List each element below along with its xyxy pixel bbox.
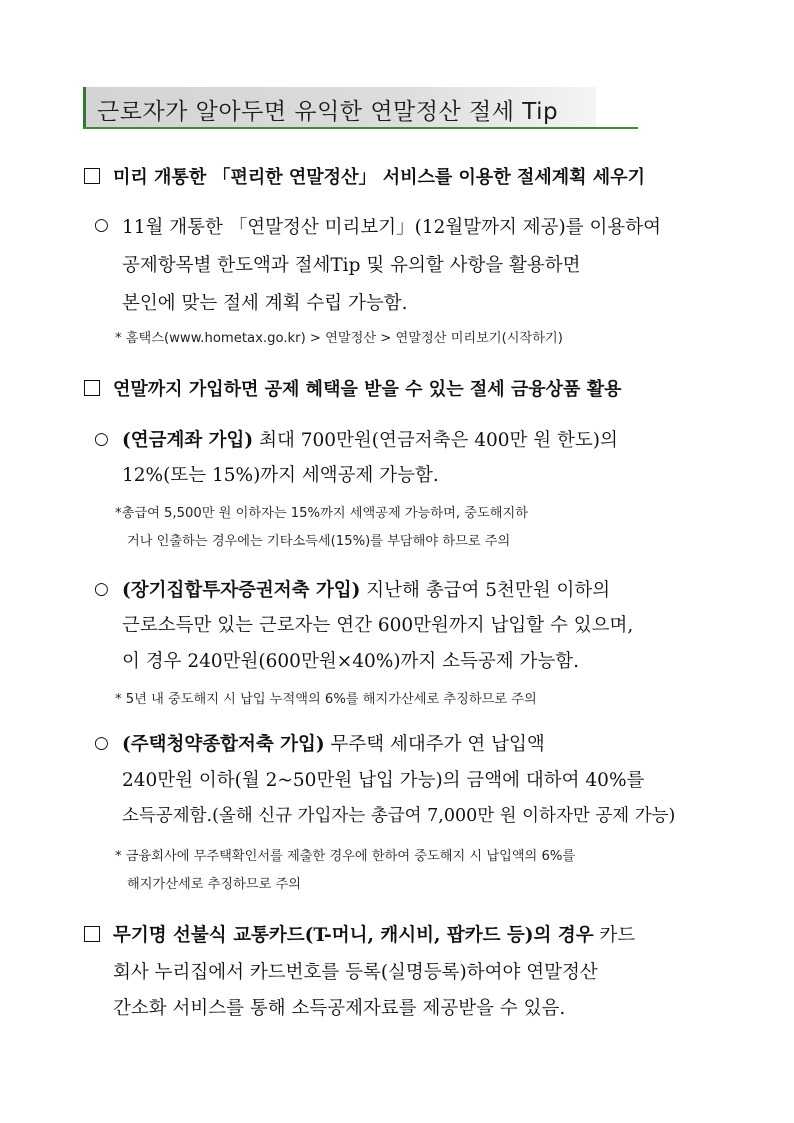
section-2-heading: 연말까지 가입하면 공제 혜택을 받을 수 있는 절세 금융상품 활용 [113, 379, 622, 400]
s2-item3-note-2: 해지가산세로 추징하므로 주의 [127, 877, 301, 892]
s2-item1-line-1 [122, 426, 618, 452]
title-underline [83, 127, 638, 129]
s1-item-line-3: 본인에 맞는 절세 계획 수립 가능함. [122, 293, 408, 314]
circle-bullet-icon: ○ [94, 429, 109, 449]
s2-item2-label: (장기집합투자증권저축 가입) [122, 580, 361, 601]
s2-item1-note-2: 거나 인출하는 경우에는 기타소득세(15%)를 부담해야 하므로 주의 [127, 534, 511, 549]
s2-item2-line-2: 근로소득만 있는 근로자는 연간 600만원까지 납입할 수 있으며, [122, 615, 634, 636]
s3-heading-bold: 무기명 선불식 교통카드(T-머니, 캐시비, 팝카드 등)의 경우 [113, 925, 594, 946]
section-1-heading: 미리 개통한 「편리한 연말정산」 서비스를 이용한 절세계획 세우기 [113, 167, 645, 188]
s1-item-line-1: 11월 개통한 「연말정산 미리보기」(12월말까지 제공)를 이용하여 [122, 217, 661, 238]
s1-note: * 홈택스(www.hometax.go.kr) > 연말정산 > 연말정산 미리보기(시작하기) [115, 331, 563, 346]
section-3-heading [113, 921, 635, 947]
circle-bullet-icon: ○ [94, 215, 109, 235]
s3-heading-rest: 카드 [593, 925, 636, 946]
page-title: 근로자가 알아두면 유익한 연말정산 절세 Tip [97, 99, 559, 125]
square-bullet-icon [84, 168, 100, 184]
s2-item1-text-1: 최대 700만원(연금저축은 400만 원 한도)의 [253, 430, 618, 451]
square-bullet-icon [84, 926, 100, 942]
s2-item1-label: (연금계좌 가입) [122, 430, 254, 451]
s2-item1-line-2: 12%(또는 15%)까지 세액공제 가능함. [122, 465, 439, 486]
s2-item2-line-3: 이 경우 240만원(600만원×40%)까지 소득공제 가능함. [122, 651, 580, 672]
s2-item2-line-1 [122, 576, 610, 602]
circle-bullet-icon: ○ [94, 733, 109, 753]
s2-item2-note-1: * 5년 내 중도해지 시 납입 누적액의 6%를 해지가산세로 추징하므로 주의 [115, 692, 537, 707]
circle-bullet-icon: ○ [94, 579, 109, 599]
s3-line-2: 간소화 서비스를 통해 소득공제자료를 제공받을 수 있음. [113, 998, 566, 1019]
s2-item3-text-1: 무주택 세대주가 연 납입액 [324, 734, 545, 755]
s2-item1-note-1: *총급여 5,500만 원 이하자는 15%까지 세액공제 가능하며, 중도해지하 [115, 506, 528, 521]
s2-item3-label: (주택청약종합저축 가입) [122, 734, 325, 755]
s2-item3-line-2: 240만원 이하(월 2~50만원 납입 가능)의 금액에 대하여 40%를 [122, 770, 645, 791]
s2-item2-text-1: 지난해 총급여 5천만원 이하의 [360, 580, 611, 601]
square-bullet-icon [84, 380, 100, 396]
s3-line-1: 회사 누리집에서 카드번호를 등록(실명등록)하여야 연말정산 [113, 962, 598, 983]
s2-item3-note-1: * 금융회사에 무주택확인서를 제출한 경우에 한하여 중도해지 시 납입액의 6%를 [115, 849, 576, 864]
s2-item3-line-1 [122, 730, 545, 756]
s2-item3-line-3: 소득공제함.(올해 신규 가입자는 총급여 7,000만 원 이하자만 공제 가능) [122, 806, 676, 826]
s1-item-line-2: 공제항목별 한도액과 절세Tip 및 유의할 사항을 활용하면 [122, 255, 581, 276]
